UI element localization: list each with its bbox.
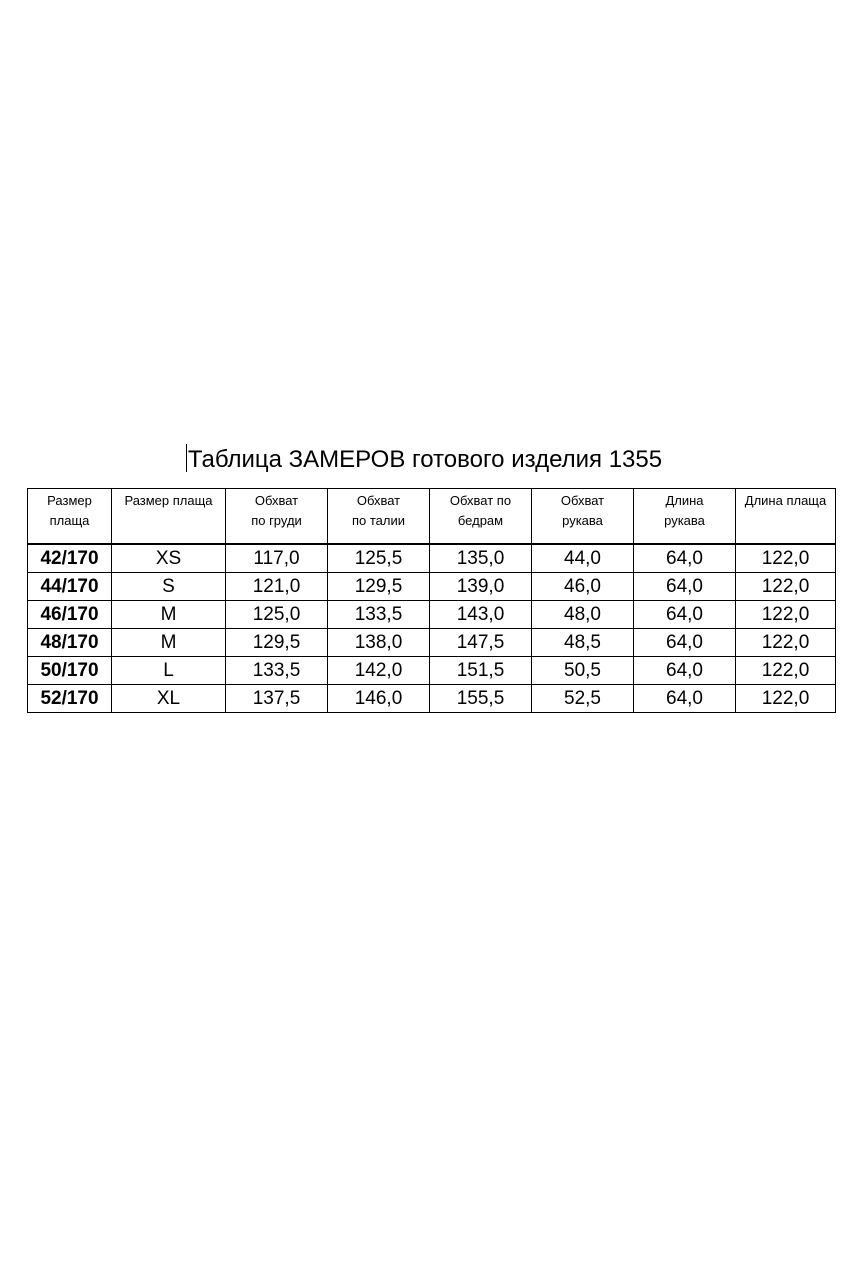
column-header-line: рукава — [664, 513, 705, 528]
measurement-cell: 133,5 — [226, 657, 328, 685]
size-code-cell: 44/170 — [28, 573, 112, 601]
column-header-line: Размер плаща — [124, 493, 213, 508]
column-header-line: по талии — [351, 513, 406, 528]
measurement-cell: 147,5 — [430, 629, 532, 657]
measurement-cell: 122,0 — [736, 544, 836, 573]
measurement-cell: 121,0 — [226, 573, 328, 601]
measurement-cell: 48,5 — [532, 629, 634, 657]
table-row — [28, 601, 836, 629]
document-title — [0, 444, 848, 476]
column-header-0 — [28, 489, 112, 545]
measurement-cell: 50,5 — [532, 657, 634, 685]
letter-size-cell: L — [112, 657, 226, 685]
measurement-cell: 122,0 — [736, 573, 836, 601]
measurement-cell: 64,0 — [634, 601, 736, 629]
size-code-cell: 52/170 — [28, 685, 112, 713]
measurement-cell: 64,0 — [634, 544, 736, 573]
table-body — [28, 544, 836, 713]
size-code-cell: 42/170 — [28, 544, 112, 573]
measurement-cell: 64,0 — [634, 629, 736, 657]
measurement-cell: 139,0 — [430, 573, 532, 601]
table-row — [28, 544, 836, 573]
table-row — [28, 685, 836, 713]
measurement-cell: 129,5 — [328, 573, 430, 601]
letter-size-cell: M — [112, 629, 226, 657]
measurement-cell: 137,5 — [226, 685, 328, 713]
measurement-cell: 48,0 — [532, 601, 634, 629]
column-header-1 — [112, 489, 226, 545]
measurement-cell: 129,5 — [226, 629, 328, 657]
letter-size-cell: XS — [112, 544, 226, 573]
measurement-cell: 151,5 — [430, 657, 532, 685]
size-code-cell: 50/170 — [28, 657, 112, 685]
measurement-cell: 155,5 — [430, 685, 532, 713]
measurements-table — [27, 488, 836, 713]
size-code-cell: 48/170 — [28, 629, 112, 657]
measurement-cell: 44,0 — [532, 544, 634, 573]
measurement-cell: 52,5 — [532, 685, 634, 713]
size-code-cell: 46/170 — [28, 601, 112, 629]
column-header-7 — [736, 489, 836, 545]
column-header-2 — [226, 489, 328, 545]
measurement-cell: 122,0 — [736, 685, 836, 713]
column-header-line: плаща — [49, 513, 90, 528]
header-row — [28, 489, 836, 545]
column-header-line: Обхват — [254, 493, 299, 508]
column-header-6 — [634, 489, 736, 545]
column-header-line: Обхват по — [449, 493, 512, 508]
column-header-line: Длина плаща — [744, 493, 827, 508]
column-header-4 — [430, 489, 532, 545]
measurement-cell: 142,0 — [328, 657, 430, 685]
letter-size-cell: M — [112, 601, 226, 629]
table-header — [28, 489, 836, 545]
measurement-cell: 122,0 — [736, 601, 836, 629]
measurement-cell: 64,0 — [634, 685, 736, 713]
measurement-cell: 46,0 — [532, 573, 634, 601]
document-title-text: Таблица ЗАМЕРОВ готового изделия 1355 — [187, 446, 663, 473]
column-header-line: Обхват — [356, 493, 401, 508]
measurement-cell: 125,0 — [226, 601, 328, 629]
column-header-line: по груди — [251, 513, 302, 528]
measurement-cell: 117,0 — [226, 544, 328, 573]
text-cursor — [186, 444, 187, 472]
column-header-line: рукава — [562, 513, 603, 528]
column-header-line: Длина — [665, 493, 704, 508]
measurement-cell: 64,0 — [634, 657, 736, 685]
table-row — [28, 573, 836, 601]
table-row — [28, 629, 836, 657]
measurement-cell: 64,0 — [634, 573, 736, 601]
table-row — [28, 657, 836, 685]
column-header-line: Размер — [47, 493, 92, 508]
measurement-cell: 125,5 — [328, 544, 430, 573]
column-header-3 — [328, 489, 430, 545]
measurement-cell: 146,0 — [328, 685, 430, 713]
measurement-cell: 122,0 — [736, 629, 836, 657]
measurement-cell: 122,0 — [736, 657, 836, 685]
measurement-cell: 143,0 — [430, 601, 532, 629]
column-header-line: бедрам — [457, 513, 504, 528]
column-header-5 — [532, 489, 634, 545]
letter-size-cell: XL — [112, 685, 226, 713]
column-header-line: Обхват — [560, 493, 605, 508]
measurement-cell: 138,0 — [328, 629, 430, 657]
measurement-cell: 133,5 — [328, 601, 430, 629]
letter-size-cell: S — [112, 573, 226, 601]
measurement-cell: 135,0 — [430, 544, 532, 573]
